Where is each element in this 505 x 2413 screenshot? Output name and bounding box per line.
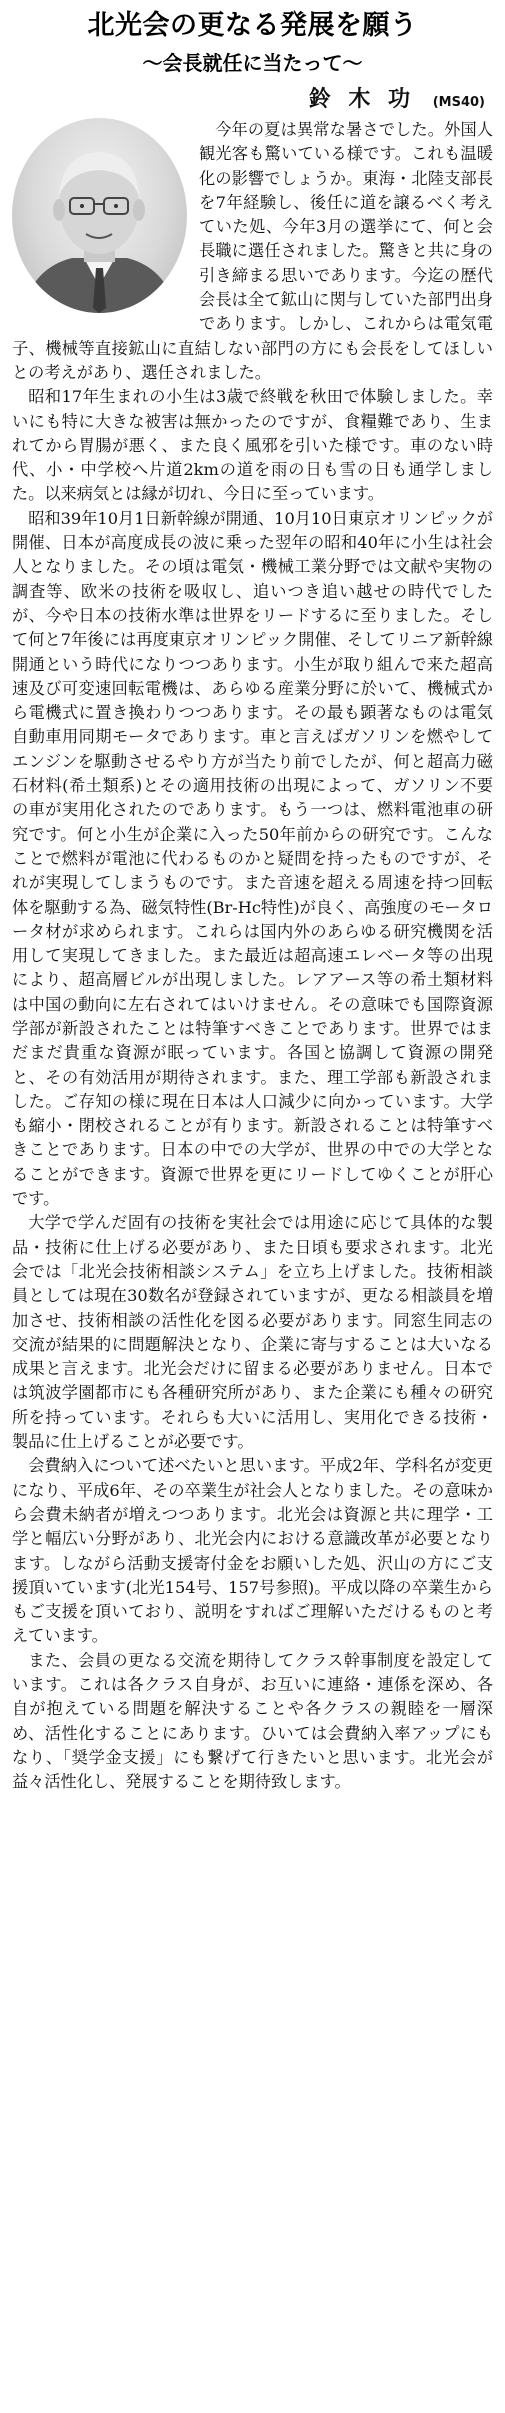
article-title: 北光会の更なる発展を願う <box>87 10 418 41</box>
body-paragraph: 大学で学んだ固有の技術を実社会では用途に応じて具体的な製品・技術に仕上げる必要があり、また日頃も要求されます。北光会では「北光会技術相談システム」を立ち上げました。技術相談員としては現在30数名が登録されていますが、更なる相談員を増加させ、技術相談の活性化を図る必要があります。同窓生同志の交流が結果的に問題解決となり、企業に寄与することは大いなる成果と言えます。北光会だけに留まる必要がありません。日本では筑波学園都市にも各種研究所があり、また企業にも種々の研究所を持っています。それらも大いに活用し、実用化できる技術・製品に仕上げることが必要です。 <box>12 1213 493 1452</box>
body-paragraph: 今年の夏は異常な暑さでした。外国人観光客も驚いている様です。これも温暖化の影響でしょうか。東海・北陸支部長を7年経験し、後任に道を譲るべく考えていた処、今年3月の選挙にて、何と会長職に選任されました。驚きと共に身の引き締まる思いであります。今迄の歴代会長は全て鉱山に関与していた部門出身であります。しかし、これからは電気電子、機械等直接鉱山に直結しない部門の方にも会長をしてほしいとの考えがあり、選任されました。 <box>12 120 493 382</box>
article-subtitle: 〜会長就任に当たって〜 <box>142 51 363 75</box>
portrait-photo <box>12 118 187 313</box>
body-paragraph: 会費納入について述べたいと思います。平成2年、学科名が変更になり、平成6年、その卒業生が社会人となりました。その意味から会費未納者が増えつつあります。北光会は資源と共に理学・工学と幅広い分野があり、北光会内における意識改革が必要となります。しながら活動支援寄付金をお願いした処、沢山の方にご支援頂いています(北光154号、157号参照)。平成以降の卒業生からもご支援を頂いており、説明をすればご理解いただけるものと考えています。 <box>12 1456 493 1646</box>
author-name: 鈴木功 <box>308 86 428 112</box>
article-body <box>12 118 493 1794</box>
portrait-photo-icon <box>12 118 187 313</box>
body-paragraph: 昭和17年生まれの小生は3歳で終戦を秋田で体験しました。幸いにも特に大きな被害は無かったのですが、食糧難であり、生まれてから胃腸が悪く、また良く風邪を引いた様です。車のない時代、小・中学校へ片道2kmの道を雨の日も雪の日も通学しました。以来病気とは縁が切れ、今日に至っています。 <box>12 387 493 504</box>
body-paragraph: また、会員の更なる交流を期待してクラス幹事制度を設定しています。これは各クラス自身が、お互いに連絡・連係を深め、各自が抱えている問題を解決することや各クラスの親睦を一層深め、活性化することにあります。ひいては会費納入率アップにもなり、「奨学金支援」にも繋げて行きたいと思います。北光会が益々活性化し、発展することを期待致します。 <box>12 1650 493 1792</box>
body-paragraph: 昭和39年10月1日新幹線が開通、10月10日東京オリンピックが開催、日本が高度成長の波に乗った翌年の昭和40年に小生は社会人となりました。その頃は電気・機械工業分野では文献や実物の調査等、欧米の技術を吸収し、追いつき追い越せの時代でしたが、今や日本の技術水準は世界をリードするに至りました。そして何と7年後には再度東京オリンピック開催、そしてリニア新幹線開通という時代になりつつあります。小生が取り組んで来た超高速及び可変速回転電機は、あらゆる産業分野に於いて、機械式から電機式に置き換わりつつあります。その最も顕著なものは電気自動車用同期モータであります。車と言えばガソリンを燃やしてエンジンを駆動させるやり方が当たり前でしたが、何と超高力磁石材料(希土類系)とその適用技術の出現によって、ガソリン不要の車が実用化されたのであります。もう一つは、燃料電池車の研究です。何と小生が企業に入った50年前からの研究です。こんなことで燃料が電池に代わるものかと疑問を持ったものですが、それが実現してしまうものです。また音速を超える周速を持つ回転体を駆動する為、磁気特性(Br-Hc特性)が良く、高強度のモータロータ材が求められます。これらは国内外のあらゆる研究機関を活用して実現してきました。また最近は超高速エレベータ等の出現により、超高層ビルが出現しました。レアアース等の希土類材料は中国の動向に左右されてはいけません。その意味でも国際資源学部が新設されたことは特筆すべきことであります。世界ではまだまだ貴重な資源が眠っています。各国と協調して資源の開発と、その有効活用が期待されます。また、理工学部も新設されました。ご存知の様に現在日本は人口減少に向かっています。大学も縮小・閉校されることが有ります。新設されることは特筆すべきことであります。日本の中での大学が、世界の中での大学となることができます。資源で世界を更にリードしてゆくことが肝心です。 <box>12 508 493 1209</box>
author-byline <box>12 80 493 118</box>
author-class: (MS40) <box>432 95 485 110</box>
